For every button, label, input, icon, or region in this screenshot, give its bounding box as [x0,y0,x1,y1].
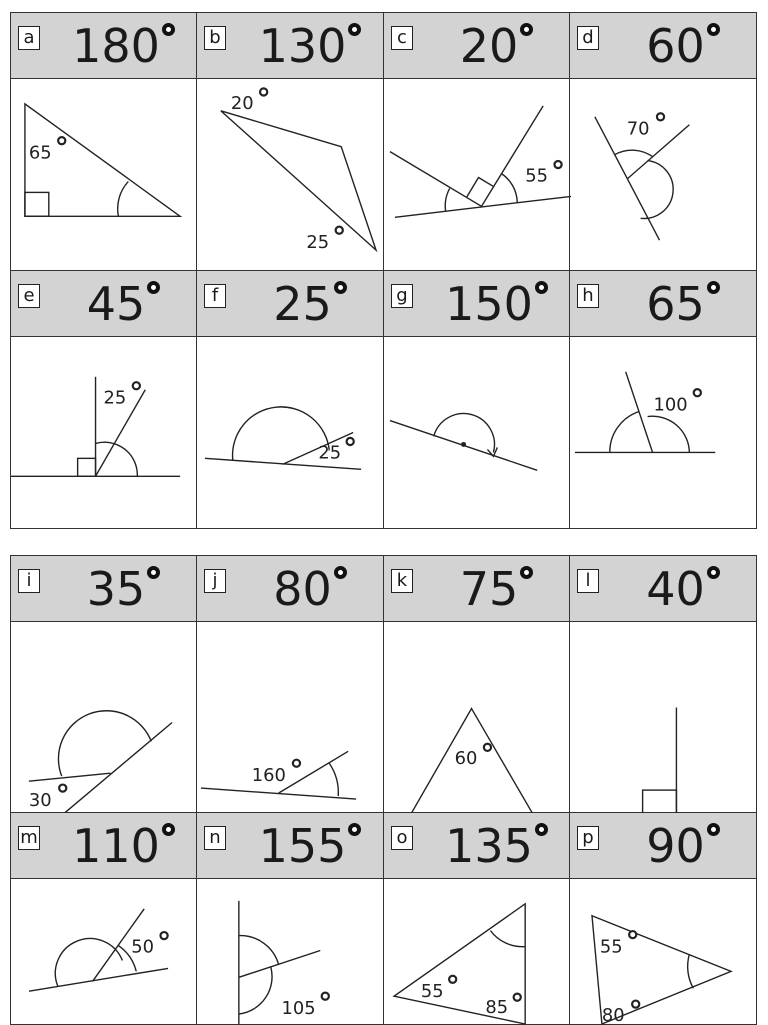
ray [626,372,653,453]
degree-icon [657,113,664,120]
degree-icon [514,994,521,1001]
degree-icon [322,993,329,1000]
cell-l-answer: 40 [610,560,756,618]
base-line [395,196,571,217]
cell-c-letter: c [391,26,413,50]
degree-icon [707,566,720,579]
cell-h-header [570,271,757,337]
angle-arc [445,188,449,211]
angle-arc [55,939,122,987]
angle-label: 50 [131,936,155,958]
degree-icon [348,823,361,836]
ray [29,773,111,781]
header-row-2 [11,271,757,337]
angle-label: 25 [306,232,330,254]
cell-c-header [384,13,570,79]
cell-n-figure [197,879,384,1025]
degree-icon [535,823,548,836]
degree-icon [147,281,160,294]
base-line [201,788,356,799]
angle-label: 70 [626,118,650,140]
cell-k-header [384,556,570,622]
angle-arc [58,711,151,776]
cell-i-letter: i [18,569,40,593]
degree-icon [161,932,168,939]
right-angle-lines [577,708,676,824]
angle-label: 25 [103,387,127,409]
cell-i-header [11,556,197,622]
cell-m-letter: m [18,826,40,850]
cell-e-figure [11,337,197,529]
degree-icon [632,1001,639,1008]
cell-e-header [11,271,197,337]
degree-icon [59,785,66,792]
header-row-4 [11,813,757,879]
cell-k-answer: 75 [424,560,569,618]
cell-a-answer: 180 [51,17,196,75]
cell-f-figure [197,337,384,529]
cell-d-header [570,13,757,79]
degree-icon [449,976,456,983]
angle-label: 85 [485,997,509,1019]
cell-k-letter: k [391,569,413,593]
degree-icon [347,438,354,445]
degree-icon [535,281,548,294]
angle-arc [233,407,330,460]
degree-icon [707,23,720,36]
degree-icon [336,227,343,234]
cell-e-answer: 45 [51,275,196,333]
cell-j-header [197,556,384,622]
angle-arc [501,174,517,203]
angle-label: 80 [601,1005,625,1025]
cell-a-header [11,13,197,79]
degree-icon [58,137,65,144]
angle-label: 30 [28,790,52,812]
cell-o-figure [384,879,570,1025]
worksheet-grid-1 [10,12,757,529]
degree-icon [162,823,175,836]
cell-o-letter: o [391,826,413,850]
figure-row-1 [11,79,757,271]
cell-j-answer: 80 [237,560,383,618]
cell-o-answer: 135 [424,817,569,875]
worksheet-grid-2 [10,555,757,1025]
cell-d-figure [570,79,757,271]
cell-p-figure [570,879,757,1025]
degree-icon [707,823,720,836]
angle-label: 55 [599,936,623,958]
ray [481,106,543,206]
cell-m-answer: 110 [51,817,196,875]
cell-j-letter: j [204,569,226,593]
degree-icon [260,88,267,95]
cell-n-header [197,813,384,879]
obtuse-triangle [221,111,376,250]
angle-label: 20 [230,92,254,114]
figure-row-2 [11,337,757,529]
cell-n-answer: 155 [237,817,383,875]
cell-b-answer: 130 [237,17,383,75]
cell-g-answer: 150 [424,275,569,333]
cell-i-figure [11,622,197,813]
angle-label: 55 [525,165,549,187]
cell-p-header [570,813,757,879]
cell-d-answer: 60 [610,17,756,75]
cell-l-figure [570,622,757,813]
cell-c-answer: 20 [424,17,569,75]
cell-g-header [384,271,570,337]
degree-icon [520,23,533,36]
figure-row-4 [11,879,757,1025]
cell-m-header [11,813,197,879]
cell-e-letter: e [18,284,40,308]
cell-a-figure [11,79,197,271]
degree-icon [348,23,361,36]
degree-icon [629,931,636,938]
cell-g-figure [384,337,570,529]
header-row-3 [11,556,757,622]
angle-arc [615,150,653,156]
cell-b-letter: b [204,26,226,50]
degree-icon [162,23,175,36]
angle-label: 55 [420,981,444,1003]
cell-j-figure [197,622,384,813]
cell-a-letter: a [18,26,40,50]
degree-icon [334,281,347,294]
ray [390,152,482,207]
degree-icon [147,566,160,579]
angle-arc [239,966,272,1014]
angle-label: 105 [281,998,316,1020]
angle-arc [688,954,694,988]
figure-row-3 [11,622,757,813]
ray [239,951,320,978]
angle-arc [96,442,138,476]
degree-icon [554,161,561,168]
cell-l-header [570,556,757,622]
cell-g-letter: g [391,284,413,308]
cell-k-figure [384,622,570,813]
angle-arc [118,181,129,216]
degree-icon [133,382,140,389]
cell-f-answer: 25 [237,275,383,333]
header-row-1 [11,13,757,79]
cell-h-answer: 65 [610,275,756,333]
cell-l-letter: l [577,569,599,593]
cell-h-letter: h [577,284,599,308]
cell-b-figure [197,79,384,271]
cell-i-answer: 35 [51,560,196,618]
angle-label: 25 [318,442,342,464]
vertex-point [461,442,466,447]
angle-label: 100 [653,394,688,416]
angle-arc [490,931,525,947]
angle-arc [641,161,674,219]
angle-arc [648,416,690,452]
cell-p-answer: 90 [610,817,756,875]
degree-icon [694,389,701,396]
angle-label: 160 [251,765,286,787]
cell-p-letter: p [577,826,599,850]
degree-icon [707,281,720,294]
right-angle-mark [78,458,96,476]
angle-arc [610,412,639,453]
angle-arc [239,936,279,965]
right-angle-mark [25,192,49,216]
degree-icon [484,744,491,751]
straight-line [53,722,172,822]
angle-label: 60 [454,748,478,770]
cell-n-letter: n [204,826,226,850]
degree-icon [520,566,533,579]
cell-d-letter: d [577,26,599,50]
cell-h-figure [570,337,757,529]
cell-o-header [384,813,570,879]
angle-arc [329,763,338,796]
arrowhead-icon [487,447,497,456]
degree-icon [293,760,300,767]
cell-f-header [197,271,384,337]
cell-m-figure [11,879,197,1025]
degree-icon [334,566,347,579]
cell-b-header [197,13,384,79]
cell-c-figure [384,79,570,271]
cell-f-letter: f [204,284,226,308]
angle-label: 65 [28,142,52,164]
